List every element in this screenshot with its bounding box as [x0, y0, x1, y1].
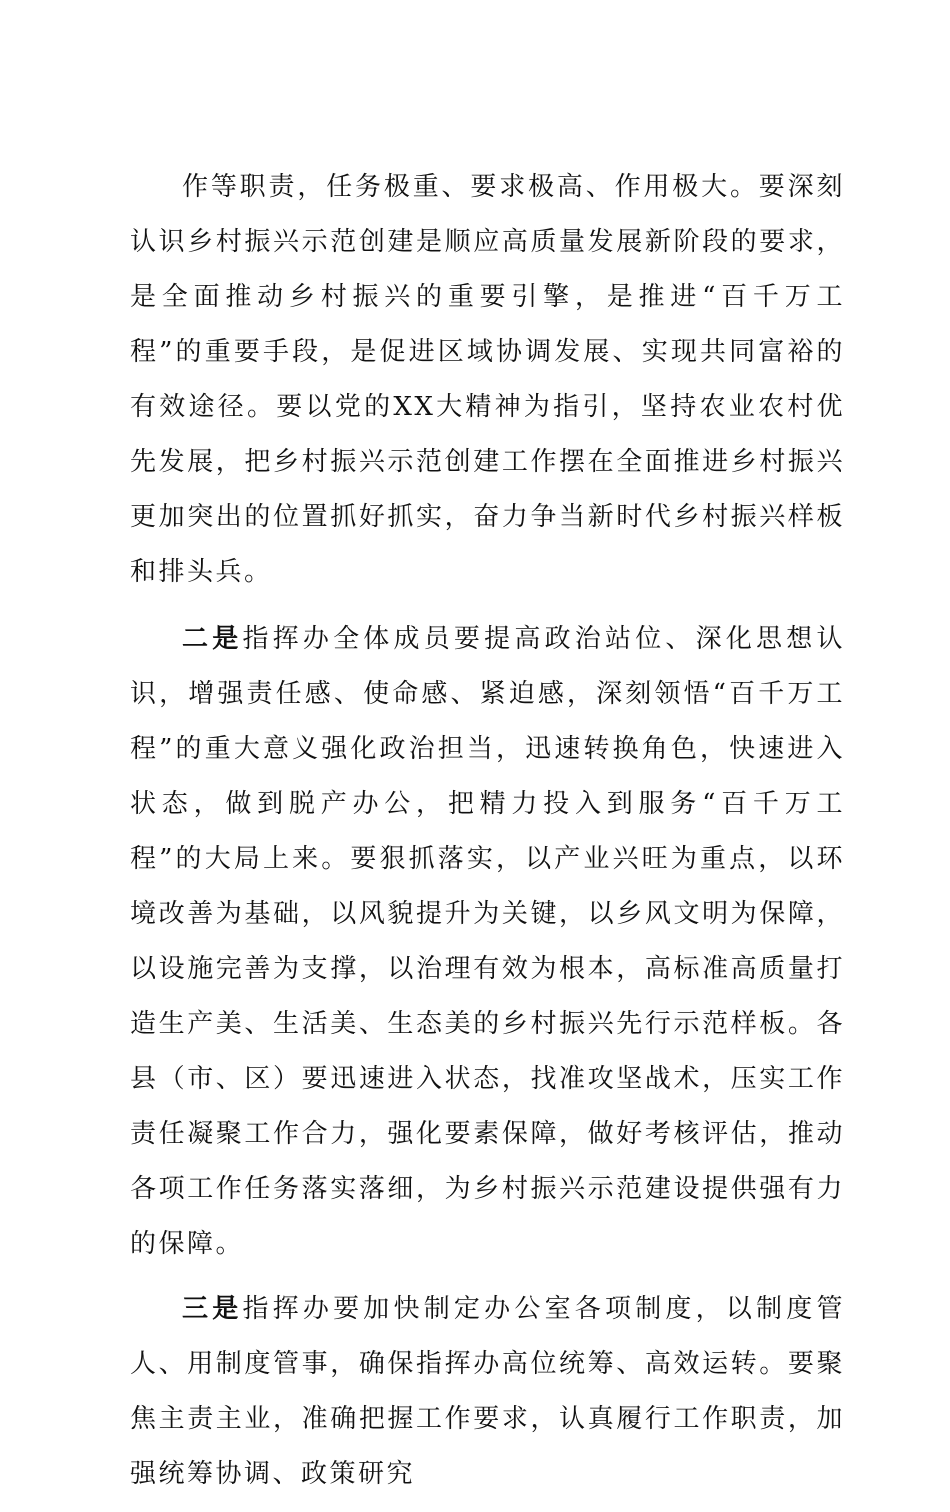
- paragraph-3-lead: 三是: [182, 1294, 243, 1324]
- document-body: [130, 160, 845, 1512]
- paragraph-2-text: 指挥办全体成员要提高政治站位、深化思想认识，增强责任感、使命感、紧迫感，深刻领悟“百千万工程”的重大意义强化政治担当，迅速转换角色，快速进入状态，做到脱产办公，把精力投入到服务“百千万工程”的大局上来。要狠抓落实，以产业兴旺为重点，以环境改善为基础，以风貌提升为关键，以乡风文明为保障，以设施完善为支撑，以治理有效为根本，高标准高质量打造生产美、生活美、生态美的乡村振兴先行示范样板。各县（市、区）要迅速进入状态，找准攻坚战术，压实工作责任凝聚工作合力，强化要素保障，做好考核评估，推动各项工作任务落实落细，为乡村振兴示范建设提供强有力的保障。: [130, 624, 845, 1259]
- paragraph-3: [130, 1282, 845, 1502]
- paragraph-1: [130, 160, 845, 600]
- paragraph-3-text: 指挥办要加快制定办公室各项制度，以制度管人、用制度管事，确保指挥办高位统筹、高效运转。要聚焦主责主业，准确把握工作要求，认真履行工作职责，加强统筹协调、政策研究: [130, 1294, 845, 1489]
- paragraph-2-lead: 二是: [182, 624, 243, 654]
- paragraph-2: [130, 612, 845, 1272]
- paragraph-1-text: 作等职责，任务极重、要求极高、作用极大。要深刻认识乡村振兴示范创建是顺应高质量发展新阶段的要求，是全面推动乡村振兴的重要引擎，是推进“百千万工程”的重要手段，是促进区域协调发展、实现共同富裕的有效途径。要以党的XX大精神为指引，坚持农业农村优先发展，把乡村振兴示范创建工作摆在全面推进乡村振兴更加突出的位置抓好抓实，奋力争当新时代乡村振兴样板和排头兵。: [130, 172, 845, 587]
